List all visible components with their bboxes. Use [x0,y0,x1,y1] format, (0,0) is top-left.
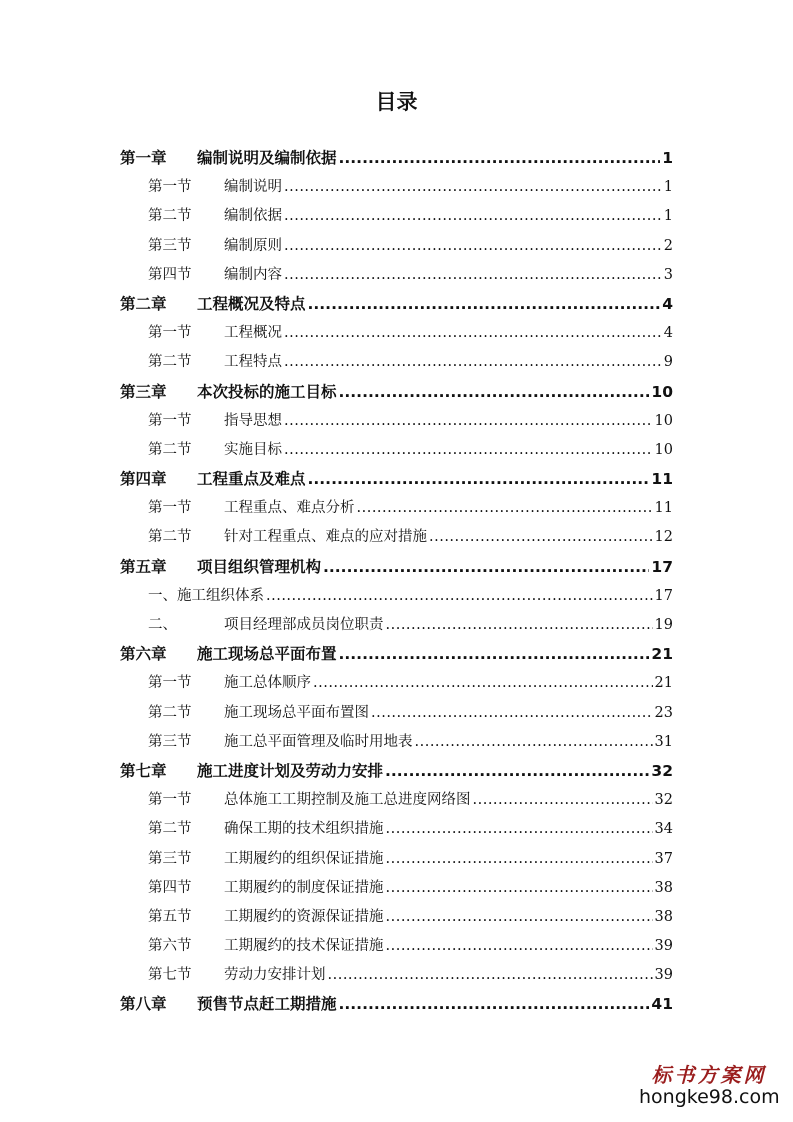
toc-entry-number: 第二章 [120,294,167,313]
toc-entry-number: 第二节 [148,208,192,225]
toc-page-number: 21 [654,675,673,692]
toc-entry-number: 第八章 [120,995,167,1014]
toc-section-entry[interactable] [120,494,673,523]
toc-entry-title: 工程概况及特点 [197,294,306,313]
toc-entry-label [120,378,337,407]
toc-dot-leader [308,290,661,319]
toc-page-number: 1 [662,149,673,167]
toc-page-number: 17 [651,557,673,576]
toc-entry-label [148,407,282,436]
toc-page-number: 4 [662,294,673,313]
toc-dot-leader [323,553,649,582]
toc-entry-label [148,348,282,377]
toc-entry-title: 工期履约的组织保证措施 [224,850,384,867]
toc-entry-label [148,932,384,961]
toc-dot-leader [386,611,653,640]
toc-entry-number: 第四章 [120,470,167,489]
toc-page-number: 32 [654,792,673,809]
toc-section-entry[interactable] [120,348,673,377]
toc-dot-leader [473,786,653,815]
toc-entry-label [120,290,306,319]
toc-page-number: 41 [651,995,673,1014]
toc-entry-title: 编制依据 [224,208,282,225]
toc-entry-number: 第一节 [148,500,192,517]
toc-entry-number: 第三节 [148,733,192,750]
toc-entry-title: 总体施工工期控制及施工总进度网络图 [224,792,471,809]
toc-chapter-entry[interactable] [120,465,673,494]
toc-page-number: 39 [654,938,673,955]
toc-entry-title: 实施目标 [224,441,282,458]
site-watermark [639,1059,779,1108]
toc-dot-leader [386,815,653,844]
toc-entry-number: 第三节 [148,237,192,254]
toc-entry-number: 二、 [148,617,177,633]
toc-entry-number: 第六章 [120,645,167,664]
toc-chapter-entry[interactable] [120,378,673,407]
toc-section-entry[interactable] [120,961,673,990]
toc-page-number: 10 [654,441,673,458]
toc-dot-leader [266,582,653,611]
toc-chapter-entry[interactable] [120,640,673,669]
toc-dot-leader [284,348,662,377]
toc-entry-label [120,465,306,494]
toc-entry-title: 工期履约的资源保证措施 [224,908,384,925]
toc-entry-title: 劳动力安排计划 [224,967,326,984]
toc-dot-leader [284,232,662,261]
toc-section-entry[interactable] [120,874,673,903]
toc-section-entry[interactable] [120,728,673,757]
toc-page-number: 23 [654,704,673,721]
toc-entry-label [148,845,384,874]
toc-dot-leader [284,173,662,202]
toc-dot-leader [415,728,653,757]
toc-dot-leader [371,699,653,728]
toc-page-number: 10 [654,412,673,429]
toc-entry-title: 施工现场总平面布置图 [224,704,369,721]
toc-entry-label [148,903,384,932]
toc-entry-label [120,553,321,582]
toc-entry-number: 第三节 [148,850,192,867]
toc-chapter-entry[interactable] [120,990,673,1019]
toc-page-number: 11 [651,470,673,489]
toc-entry-label [148,582,264,611]
toc-dot-leader [386,845,653,874]
toc-chapter-entry[interactable] [120,553,673,582]
toc-section-entry[interactable] [120,319,673,348]
toc-page-number: 9 [663,354,673,371]
toc-entry-number: 第五节 [148,908,192,925]
toc-entry-title: 工期履约的制度保证措施 [224,879,384,896]
toc-entry-number: 第七章 [120,761,167,780]
toc-dot-leader [386,932,653,961]
toc-section-entry[interactable] [120,523,673,552]
toc-entry-label [148,494,355,523]
toc-section-entry[interactable] [120,232,673,261]
toc-entry-number: 第七节 [148,967,192,984]
toc-section-entry[interactable] [120,669,673,698]
toc-dot-leader [339,990,650,1019]
toc-section-entry[interactable] [120,903,673,932]
toc-entry-title: 编制内容 [224,266,282,283]
toc-entry-number: 第一节 [148,792,192,809]
toc-entry-title: 工程概况 [224,325,282,342]
toc-section-entry[interactable] [120,261,673,290]
toc-entry-number: 第二节 [148,354,192,371]
toc-entry-title: 一、施工组织体系 [148,587,264,604]
toc-entry-number: 第三章 [120,382,167,401]
toc-entry-label [148,699,369,728]
toc-chapter-entry[interactable] [120,290,673,319]
toc-entry-label [148,815,384,844]
toc-entry-title: 确保工期的技术组织措施 [224,821,384,838]
toc-dot-leader [339,640,650,669]
toc-page-number: 31 [654,733,673,750]
toc-entry-label [148,261,282,290]
toc-entry-title: 编制说明及编制依据 [197,149,337,167]
toc-page-number: 21 [651,645,673,664]
watermark-cn: 标书方案网 [651,1063,767,1087]
toc-entry-label [120,990,337,1019]
toc-section-entry[interactable] [120,786,673,815]
toc-entry-title: 工程重点、难点分析 [224,500,355,517]
toc-section-entry[interactable] [120,202,673,231]
toc-entry-title: 施工现场总平面布置 [197,645,337,664]
toc-section-entry[interactable] [120,173,673,202]
toc-dot-leader [339,378,650,407]
toc-entry-title: 项目组织管理机构 [197,557,322,576]
toc-section-entry[interactable] [120,407,673,436]
toc-entry-label [148,611,384,640]
toc-page-number: 38 [654,879,673,896]
toc-page-number: 10 [651,382,673,401]
toc-entry-title: 施工总体顺序 [224,675,311,692]
toc-entry-label [120,144,337,173]
toc-page-number: 3 [663,266,673,283]
toc-dot-leader [386,903,653,932]
toc-entry-number: 第一节 [148,179,192,196]
toc-entry-number: 第一章 [120,149,167,167]
toc-page-number: 1 [663,179,673,196]
toc-entry-label [148,173,282,202]
toc-entry-number: 第五章 [120,557,167,576]
toc-entry-number: 第六节 [148,938,192,955]
toc-page-number: 11 [654,500,673,517]
toc-entry-label [148,786,471,815]
toc-entry-label [148,202,282,231]
toc-section-entry[interactable] [120,582,673,611]
toc-section-entry[interactable] [120,845,673,874]
toc-entry-label [148,232,282,261]
toc-entry-number: 第一节 [148,675,192,692]
toc-dot-leader [429,523,653,552]
toc-page-number: 39 [654,967,673,984]
toc-dot-leader [385,757,649,786]
toc-entry-number: 第四节 [148,266,192,283]
toc-entry-title: 预售节点赶工期措施 [197,995,337,1014]
toc-dot-leader [284,407,653,436]
toc-entry-label [120,757,383,786]
toc-page-number: 32 [651,761,673,780]
toc-entry-title: 工期履约的技术保证措施 [224,938,384,955]
toc-page-number: 38 [654,908,673,925]
toc-entry-title: 针对工程重点、难点的应对措施 [224,529,427,546]
toc-page-number: 12 [654,529,673,546]
toc-page-number: 1 [663,208,673,225]
toc-entry-number: 第二节 [148,704,192,721]
toc-dot-leader [284,319,662,348]
toc-entry-title: 指导思想 [224,412,282,429]
toc-dot-leader [308,465,650,494]
toc-entry-number: 第二节 [148,529,192,546]
toc-entry-label [148,523,427,552]
toc-entry-label [148,669,311,698]
toc-dot-leader [284,261,662,290]
page-title: 目录 [375,90,418,114]
toc-dot-leader [386,874,653,903]
toc-page-number: 2 [663,237,673,254]
toc-entry-title: 本次投标的施工目标 [197,382,337,401]
toc-section-entry[interactable] [120,932,673,961]
toc-chapter-entry[interactable] [120,757,673,786]
toc-entry-label [148,961,326,990]
toc-entry-number: 第二节 [148,441,192,458]
toc-entry-label [120,640,337,669]
toc-entry-title: 施工总平面管理及临时用地表 [224,733,413,750]
toc-dot-leader [284,202,662,231]
toc-page-number: 34 [654,821,673,838]
toc-section-entry[interactable] [120,436,673,465]
toc-entry-title: 工程重点及难点 [197,470,306,489]
toc-entry-number: 第一节 [148,325,192,342]
toc-entry-label [148,436,282,465]
toc-section-entry[interactable] [120,699,673,728]
toc-entry-title: 项目经理部成员岗位职责 [224,617,384,633]
toc-dot-leader [357,494,653,523]
toc-entry-number: 第二节 [148,821,192,838]
toc-entry-title: 编制说明 [224,179,282,196]
toc-entry-title: 编制原则 [224,237,282,254]
toc-dot-leader [328,961,653,990]
toc-dot-leader [284,436,653,465]
toc-page-number: 19 [654,617,673,633]
toc-entry-number: 第一节 [148,412,192,429]
toc-page-number: 4 [663,325,673,342]
watermark-url: hongke98.com [639,1086,780,1108]
toc-entry-label [148,874,384,903]
toc-entry-label [148,319,282,348]
toc-dot-leader [313,669,653,698]
toc-entry-number: 第四节 [148,879,192,896]
toc-entry-title: 工程特点 [224,354,282,371]
toc-dot-leader [339,144,661,173]
toc-section-entry[interactable] [120,611,673,640]
toc-section-entry[interactable] [120,815,673,844]
toc-page-number: 37 [654,850,673,867]
toc-chapter-entry[interactable] [120,144,673,173]
toc-entry-title: 施工进度计划及劳动力安排 [197,761,384,780]
toc-page-number: 17 [654,587,673,604]
toc-entry-label [148,728,413,757]
table-of-contents [120,144,673,1020]
